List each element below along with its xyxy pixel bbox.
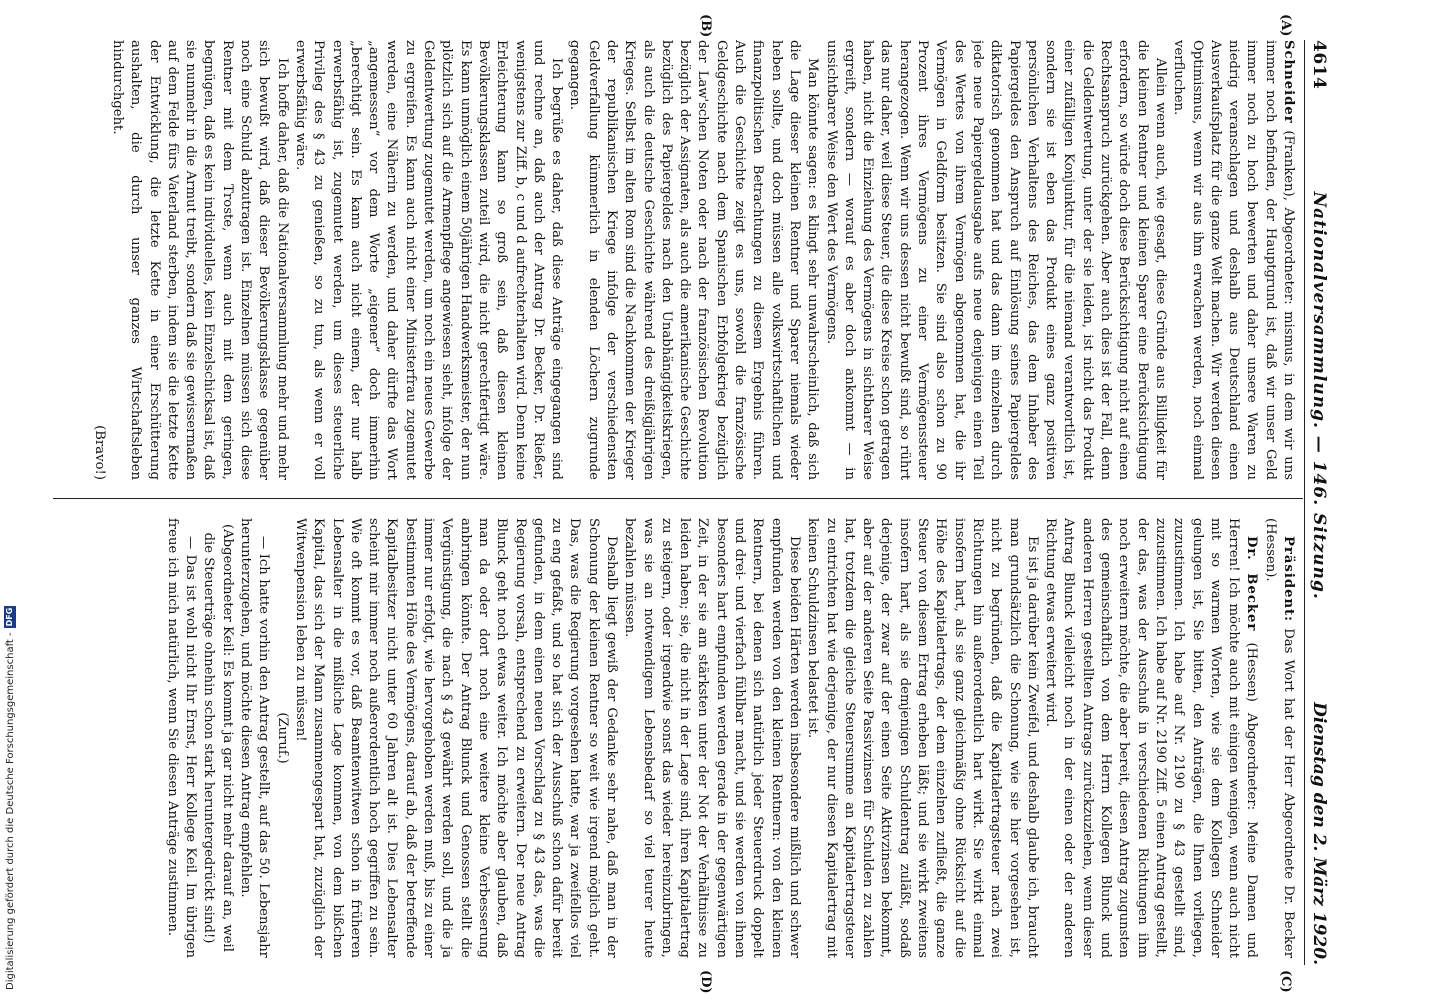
dfg-logo: DFG — [5, 607, 14, 627]
digitization-credit — [4, 606, 16, 990]
page-number: 4614 — [1309, 40, 1329, 90]
paragraph — [620, 518, 803, 958]
paragraph-text: Allein wenn auch, wie gesagt, diese Gründe aus Billigkeit für die kleinen Rentner und kleinen Sparer eine Berücksichtigung erfordern, so würde doch diese Berücksichtigung nicht auf einen Rechtsanspruch zurückgehen. Aber auch dies ist der Fall, denn die Geldentwertung, unter der sie leiden, ist nicht das Produkt einer zufälligen Konjunktur, für die niemand verantwortlich ist, sondern sie ist eben das Produkt eines ganz positiven persönlichen Verhaltens des Reiches, das dem Inhaber des Papiergeldes den Anspruch auf Einlösung seines Papiergeldes diktatorisch genommen hat und das dann im einzelnen durch jede neue Papiergeldausgabe aufs neue denjenigen einen Teil des Wertes von ihrem Vermögen abgenommen hat, die ihr Vermögen in Geldform besitzen. Sie sind also schon zu 90 Prozent ihres Vermögens zu einer Vermögenssteuer herangezogen. Wenn wir uns dessen nicht bewußt sind, so rührt das nur daher, weil diese Steuer, die diese Kreise schon getragen haben, nicht die Einziehung des Vermögens in sichtbarer Weise ergreift, sondern — worauf es aber doch ankommt — in unsichtbarer Weise den Wert des Vermögens. — [823, 40, 1168, 480]
paragraph-text: (Zuruf.) — [274, 712, 290, 764]
margin-marker-b: (B) — [698, 14, 713, 38]
column-divider — [53, 498, 1303, 499]
paragraph-text: Das Wort hat der Herr Abgeordnete Dr. Becker (Hessen). — [1262, 518, 1296, 958]
paragraph-text: — Ich hatte vorhin den Antrag gestellt, auf das 50. Lebensjahr herunterzugehen, und möchte diesen Antrag empfehlen. — [238, 518, 272, 958]
margin-marker-d: (D) — [698, 970, 713, 994]
speaker-name: Dr. Becker — [1244, 536, 1260, 632]
session-date: Dienstag den 2. März 1920. — [1309, 702, 1329, 965]
paragraph — [163, 518, 200, 958]
header-rule — [1304, 40, 1305, 965]
paragraph — [1260, 518, 1297, 958]
paragraph-text: Ich begrüße es daher, daß diese Anträge eingegangen sind und rechne an, daß auch der Antrag Dr. Becker, Dr. Rießer, wenigstens zur Ziff. b, c und d aufrechterhalten wird. Denn keine Erleichterung kann so groß sein, daß diesen kleinen Bevölkerungsklassen zuteil wird, die nicht gerechtfertigt wäre. Es kann unmöglich einem 50jährigen Handwerksmeister, der nun plötzlich sich auf die Armenpflege angewiesen sieht, infolge der Geldentwertung zugemutet werden, um noch ein neues Gewerbe zu ergreifen. Es kann auch nicht einer Ministerfrau zugemutet werden, eine Näherin zu werden, und daher dürfte das Wort „angemessen“ vor dem Worte „eigener“ doch immerhin „berechtigt sein. Es kann auch nicht einem, der nur halb erwerbsfähig ist, zugemutet werden, um dieses steuerliche Privileg des § 43 zu genießen, so zu tun, als wenn er voll erwerbsfähig wäre. — [292, 40, 565, 480]
page-title: Nationalversammlung. — 146. Sitzung. — [1309, 191, 1329, 600]
left-column — [57, 40, 1297, 480]
paragraph-text: (Hessen) Abgeordneter: Meine Damen und Herren! Ich möchte auch mit einigen wenigen, wenn auch nicht mit so warmen Worten, wie sie dem Kollegen Schneider gelungen ist, Sie bitten, den Anträgen, die Ihnen vorliegen, zuzustimmen. Ich habe auf Nr. 2190 zu § 43 gestellt sind, zuzustimmen. Ich habe auf Nr. 2190 Ziff. 5 einen Antrag gestellt, der das, was der Ausschuß in verschiedenen Richtungen ihm noch erweitern möchte, die aber bereit, diesen Antrag zugunsten des gemeinschaftlich von dem Herrn Kollegen Blunck und anderen Herren gestellten Antrags zurückzuziehen, wenn dieser Antrag Blunck vielleicht noch in der einen oder der anderen Richtung etwas erweitert wird. — [1043, 518, 1260, 958]
paragraph-text: Deshalb liegt gewiß der Gedanke sehr nahe, daß man in der Schonung der kleinen Rentner so weit wie irgend möglich geht. Das, was die Regierung vorgesehen hatte, war ja zweifellos viel zu eng gefaßt, und so hat sich der Ausschuß schon dafür bereit gefunden, in dem einen neuen Vorschlag zu § 43 das, was die Regierung vorsah, entsprechend zu erweitern. Der neue Antrag Blunck geht noch etwas weiter. Ich möchte aber glauben, daß man da oder dort noch eine weitere kleine Verbesserung anbringen könnte. Der Antrag Blunck und Genossen stellt die Vergünstigung, die nach § 43 gewährt werden soll, und die ja immer nur erfolgt, wie hervorgehoben werden muß, bis zu einer bestimmten Höhe des Vermögens, darauf ab, daß der betreffende Kapitalbesitzer nicht unter 60 Jahren alt ist. Dies Lebensalter scheint mir immer noch außerordentlich hoch gegriffen zu sein. Wie oft kommt es vor, daß Beamtenwitwen schon in früheren Lebensalter in die mißliche Lage kommen, von dem bißchen Kapital, das sich der Mann zusammengespart hat, zuzüglich der Witwenpension leben zu müssen! — [292, 518, 620, 958]
paragraph-text: Ich hoffe daher, daß die Nationalversammlung mehr und mehr sich bewußt wird, daß dieser Bevölkerungsklasse gegenüber noch eine Schuld abzutragen ist. Einzelnen müssen sich diese Rentner mit dem Troste, wenn auch mit dem geringen, begnügen, daß es kein individuelles, kein Einzelschicksal ist, daß sie nunmehr in die Armut treibt, sondern daß sie gewissermaßen auf dem Felde fürs Vaterland sterben, indem sie die letzte Kette der Entwicklung, die letzte Kette in einer Erschütterung aushalten, die durch unser ganzes Wirtschaftsleben hindurchgeht. — [110, 40, 290, 480]
paragraph — [291, 518, 620, 958]
paragraph — [108, 40, 291, 480]
speaker-name: Präsident: — [1281, 536, 1296, 623]
margin-marker-c: (C) — [1278, 970, 1293, 993]
paragraph-text: Es ist ja darüber kein Zweifel, und deshalb glaube ich, braucht man grundsätzlich die Schonung, wie sie hier vorgesehen ist, nicht zu begründen, daß die Kapitalertragsteuer nach zwei Richtungen hin außerordentlich hart wirkt. Sie wirkt einmal insofern hart, als sie ganz gleichmäßig ohne Rücksicht auf die Höhe des Kapitalertrags, der dem einzelnen zufließt, die ganze Steuer von diesem Ertrag erheben läßt; und sie wirkt zweitens insofern hart, als sie demjenigen Schuldentrag zuläßt, sodaß derjenige, der zwar auf der einen Seite Aktivzinsen bekommt, aber auf der anderen Seite Passivzinsen für Schulden zu zahlen hat, trotzdem die gleiche Steuersumme an Kapitalertragsteuer zu entrichten hat wie derjenige, der nur diesen Kapitalertrag mit keinen Schuldzinsen belastet ist. — [805, 518, 1040, 958]
credit-text: Digitalisierung gefördert durch die Deutsche Forschungsgemeinschaft - — [4, 632, 16, 990]
paragraph-text: (Bravo!) — [91, 425, 107, 480]
margin-marker-a: (A) — [1278, 14, 1293, 37]
paragraph — [821, 40, 1169, 480]
page-header — [1305, 40, 1333, 965]
paragraph — [291, 40, 565, 480]
paragraph — [803, 518, 1041, 958]
paragraph-text: Diese beiden Härten werden insbesondere mißlich und schwer empfunden werden von den kleinen Rentnern: von den kleinen Rentnern, bei denen sich natürlich jeder Steuerdruck doppelt und drei- und vierfach fühlbar macht, und sie werden von ihnen besonders hart empfunden werden gerade in der gegenwärtigen Zeit, in der sie am stärksten unter der Not der Verhältnisse zu leiden haben; sie, die nicht in der Lage sind, ihren Kapitalertrag zu steigern, oder irgendwie sonst das wieder hereinzubringen, was sie an notwendigem Lebensbedarf so viel teurer heute bezahlen müssen. — [622, 518, 802, 958]
paragraph — [236, 518, 273, 958]
speaker-name: Schneider — [1281, 40, 1296, 124]
paragraph-text: (Franken), Abgeordneter: mismus, in dem wir uns immer noch befinden, der Hauptgrund ist, daß wir unser Geld immer noch zu hoch bewerten und daher unsere Waren zu niedrig veranschlagen und deshalb aus Deutschland einen Ausverkaufsplatz für die ganze Welt machen. Wir werden diesen Optimismus, wenn wir aus ihm erwachen werden, noch einmal verfluchen. — [1171, 40, 1296, 480]
paragraph — [199, 518, 236, 958]
paragraph — [1169, 40, 1297, 480]
paragraph — [89, 40, 107, 480]
paragraph — [565, 40, 821, 480]
rotated-page — [43, 14, 1333, 994]
paragraph-text: — Das ist wohl nicht Ihr Ernst, Herr Kollege Keil. Im übrigen freue ich mich natürlich, wenn Sie diesen Anträge zustimmen. — [164, 518, 199, 958]
paragraph — [272, 518, 290, 958]
right-column — [57, 518, 1297, 958]
paragraph-text: Man könnte sagen: es klingt sehr unwahrscheinlich, daß sich die Lage dieser kleinen Rentner und Sparer niemals wieder heben sollte, und doch müssen alle volkswirtschaftlichen und finanzpolitischen Betrachtungen zu diesem Ergebnis führen. Auch die Geschichte zeigt es uns, sowohl die französische Geldgeschichte nach dem Spanischen Erbfolgekrieg bezüglich der Law'schen Noten oder nach der französischen Revolution bezüglich der Assignaten, als auch die amerikanische Geschichte bezüglich des Papiergeldes nach den Unabhängigkeitskriegen, als auch die deutsche Geschichte während des dreißigjährigen Krieges. Selbst im alten Rom sind die Nachkommen der Krieger der republikanischen Kriege infolge der verschiedensten Geldverfallung kümmerlich in elenden Löchern zugrunde gegangen. — [567, 40, 821, 480]
paragraph — [1041, 518, 1261, 958]
paragraph-text: (Abgeordneter Keil: Es kommt ja gar nicht mehr darauf an, weil die Steuerträge ohnehin schon stark heruntergedrückt sind!) — [201, 524, 235, 952]
